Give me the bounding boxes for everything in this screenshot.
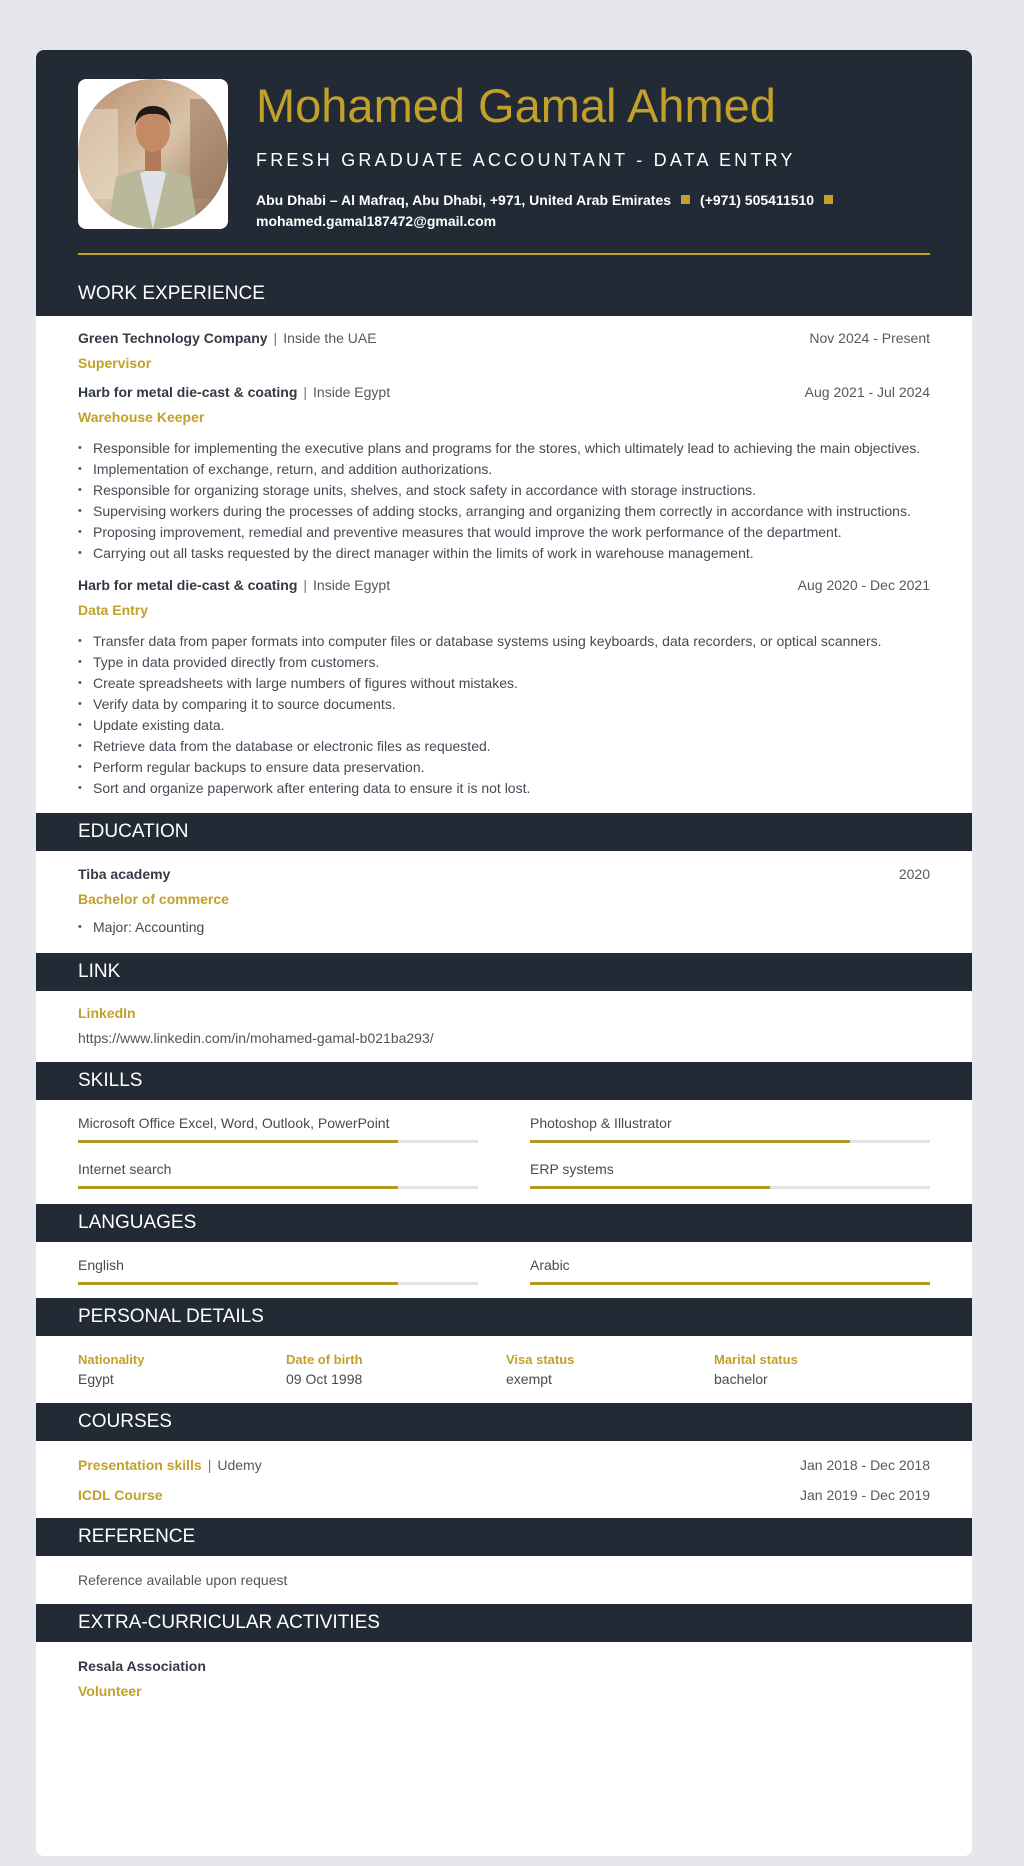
personal-detail-key: Nationality xyxy=(78,1352,145,1367)
course-entry xyxy=(78,1487,930,1503)
skill-item xyxy=(530,1115,930,1143)
personal-detail xyxy=(714,1352,798,1387)
separator-square-icon xyxy=(824,195,833,204)
work-org: Green Technology Company xyxy=(78,330,268,346)
list-item: • Create spreadsheets with large numbers of figures without mistakes. xyxy=(78,673,930,694)
work-date: Aug 2021 - Jul 2024 xyxy=(804,384,930,400)
skill-meter xyxy=(78,1140,478,1143)
address-text: Abu Dhabi – Al Mafraq, Abu Dhabi, +971, United Arab Emirates xyxy=(256,192,672,208)
work-role: Data Entry xyxy=(78,602,149,618)
section-title-skills: SKILLS xyxy=(78,1070,143,1091)
header-divider xyxy=(78,253,930,255)
section-title-languages: LANGUAGES xyxy=(78,1212,197,1233)
profile-photo xyxy=(78,79,228,229)
section-bar-personal xyxy=(36,1298,972,1336)
skill-meter-fill xyxy=(530,1186,770,1189)
profile-photo-image xyxy=(78,79,228,229)
language-label: Arabic xyxy=(530,1257,570,1273)
section-bar-languages xyxy=(36,1204,972,1242)
course-date: Jan 2018 - Dec 2018 xyxy=(800,1457,930,1473)
language-meter-fill xyxy=(78,1282,398,1285)
section-bar-link xyxy=(36,953,972,991)
skill-meter xyxy=(78,1186,478,1189)
list-item: • Proposing improvement, remedial and preventive measures that would improve the work performance of the department. xyxy=(78,522,930,543)
section-bar-courses xyxy=(36,1403,972,1441)
education-section xyxy=(36,851,972,938)
skill-label: ERP systems xyxy=(530,1161,614,1177)
section-bar-extra xyxy=(36,1604,972,1642)
course-provider: Udemy xyxy=(217,1457,262,1473)
skill-meter xyxy=(530,1186,930,1189)
personal-section xyxy=(36,1336,972,1387)
list-item: • Update existing data. xyxy=(78,715,930,736)
personal-detail-key: Marital status xyxy=(714,1352,798,1367)
linkedin-url[interactable]: https://www.linkedin.com/in/mohamed-gamal-b021ba293/ xyxy=(78,1030,434,1046)
skill-meter-fill xyxy=(78,1186,398,1189)
skill-label: Internet search xyxy=(78,1161,172,1177)
work-location: Inside Egypt xyxy=(313,577,391,593)
language-meter xyxy=(530,1282,930,1285)
list-item: • Transfer data from paper formats into computer files or database systems using keyboards, data recorders, or optical scanners. xyxy=(78,631,930,652)
list-item: • Retrieve data from the database or electronic files as requested. xyxy=(78,736,930,757)
reference-text: Reference available upon request xyxy=(78,1572,288,1588)
skill-meter xyxy=(530,1140,930,1143)
course-date: Jan 2019 - Dec 2019 xyxy=(800,1487,930,1503)
course-name: ICDL Course xyxy=(78,1487,163,1503)
section-title-work: WORK EXPERIENCE xyxy=(78,283,265,304)
education-degree: Bachelor of commerce xyxy=(78,891,229,907)
personal-detail xyxy=(286,1352,506,1387)
section-bar-education xyxy=(36,813,972,851)
list-item: • Major: Accounting xyxy=(78,917,930,938)
phone-text: (+971) 505411510 xyxy=(700,192,815,208)
work-entry: Green Technology Company | Inside the UAE Nov 2024 - Present Supervisor xyxy=(78,330,930,371)
education-org: Tiba academy xyxy=(78,866,171,882)
personal-detail xyxy=(506,1352,714,1387)
work-location: Inside Egypt xyxy=(313,384,391,400)
resume-header xyxy=(36,50,972,316)
email-text[interactable]: mohamed.gamal187472@gmail.com xyxy=(256,213,497,229)
personal-detail-value: bachelor xyxy=(714,1371,768,1387)
skill-item xyxy=(78,1115,478,1143)
skill-label: Photoshop & Illustrator xyxy=(530,1115,672,1131)
education-date: 2020 xyxy=(898,866,930,882)
work-bullet-list xyxy=(78,438,930,564)
list-item: • Responsible for implementing the executive plans and programs for the stores, which ultimately lead to achieving the main objectives. xyxy=(78,438,930,459)
section-title-extra: EXTRA-CURRICULAR ACTIVITIES xyxy=(78,1612,380,1633)
work-location: Inside the UAE xyxy=(283,330,377,346)
languages-section xyxy=(36,1242,972,1285)
work-entry: Harb for metal die-cast & coating | Inside Egypt Aug 2020 - Dec 2021 Data Entry • Transfer data from paper formats into computer files or database systems using keyboards, data recorders, or optical scanners. • Type in data provided directly from customers. • Create spreadsheets with large numbers of figures without mistakes. • Verify data by comparing it to source documents. • Update existing data. • Retrieve data from the database or electronic files as requested. • Perform regular backups to ensure data preservation. • Sort and organize paperwork after entering data to ensure it is not lost. xyxy=(78,577,930,799)
work-role: Supervisor xyxy=(78,355,152,371)
work-org: Harb for metal die-cast & coating xyxy=(78,577,298,593)
reference-section xyxy=(36,1556,972,1588)
extra-org: Resala Association xyxy=(78,1658,206,1674)
candidate-headline: FRESH GRADUATE ACCOUNTANT - DATA ENTRY xyxy=(256,150,796,170)
language-item xyxy=(78,1257,478,1285)
work-org: Harb for metal die-cast & coating xyxy=(78,384,298,400)
list-item: • Sort and organize paperwork after entering data to ensure it is not lost. xyxy=(78,778,930,799)
skill-meter-fill xyxy=(530,1140,850,1143)
list-item: • Verify data by comparing it to source documents. xyxy=(78,694,930,715)
section-title-personal: PERSONAL DETAILS xyxy=(78,1306,264,1327)
skills-section xyxy=(36,1100,972,1189)
link-section xyxy=(36,991,972,1049)
work-bullet-list xyxy=(78,631,930,799)
courses-section xyxy=(36,1441,972,1503)
language-meter xyxy=(78,1282,478,1285)
skill-meter-fill xyxy=(78,1140,398,1143)
list-item: • Carrying out all tasks requested by the direct manager within the limits of work in warehouse management. xyxy=(78,543,930,564)
personal-detail-value: Egypt xyxy=(78,1371,114,1387)
section-bar-reference xyxy=(36,1518,972,1556)
skill-item xyxy=(530,1161,930,1189)
work-date: Nov 2024 - Present xyxy=(809,330,930,346)
work-entry: Harb for metal die-cast & coating | Inside Egypt Aug 2021 - Jul 2024 Warehouse Keeper • Responsible for implementing the executive plans and programs for the stores, which ultimately lead to achieving the main objectives. • Implementation of exchange, return, and addition authorizations. • Responsible for organizing storage units, shelves, and stock safety in accordance with storage instructions. • Supervising workers during the processes of adding stocks, arranging and organizing them correctly in accordance with instructions. • Proposing improvement, remedial and preventive measures that would improve the work performance of the department. • Carrying out all tasks requested by the direct manager within the limits of work in warehouse management. xyxy=(78,384,930,564)
personal-detail-key: Date of birth xyxy=(286,1352,363,1367)
course-name: Presentation skills xyxy=(78,1457,202,1473)
contact-info xyxy=(256,190,946,232)
personal-detail-value: exempt xyxy=(506,1371,552,1387)
work-section xyxy=(36,316,972,799)
skill-item xyxy=(78,1161,478,1189)
section-title-courses: COURSES xyxy=(78,1411,172,1432)
list-item: • Implementation of exchange, return, and addition authorizations. xyxy=(78,459,930,480)
resume-page xyxy=(36,50,972,1856)
language-meter-fill xyxy=(530,1282,930,1285)
personal-detail xyxy=(78,1352,286,1387)
personal-detail-key: Visa status xyxy=(506,1352,575,1367)
education-bullet-list xyxy=(78,917,930,938)
section-title-reference: REFERENCE xyxy=(78,1526,196,1547)
separator-square-icon xyxy=(681,195,690,204)
language-label: English xyxy=(78,1257,124,1273)
personal-detail-value: 09 Oct 1998 xyxy=(286,1371,363,1387)
work-date: Aug 2020 - Dec 2021 xyxy=(797,577,930,593)
work-role: Warehouse Keeper xyxy=(78,409,205,425)
course-entry: Presentation skills | Udemy Jan 2018 - Dec 2018 xyxy=(78,1457,930,1473)
section-title-link: LINK xyxy=(78,961,121,982)
list-item: • Type in data provided directly from customers. xyxy=(78,652,930,673)
list-item: • Supervising workers during the processes of adding stocks, arranging and organizing them correctly in accordance with instructions. xyxy=(78,501,930,522)
list-item: • Perform regular backups to ensure data preservation. xyxy=(78,757,930,778)
skill-label: Microsoft Office Excel, Word, Outlook, PowerPoint xyxy=(78,1115,390,1131)
candidate-name: Mohamed Gamal Ahmed xyxy=(256,79,776,132)
list-item: • Responsible for organizing storage units, shelves, and stock safety in accordance with storage instructions. xyxy=(78,480,930,501)
language-item xyxy=(530,1257,930,1285)
extra-role: Volunteer xyxy=(78,1683,142,1699)
section-bar-skills xyxy=(36,1062,972,1100)
section-title-education: EDUCATION xyxy=(78,821,189,842)
linkedin-label: LinkedIn xyxy=(78,1005,136,1021)
extra-section xyxy=(36,1642,972,1699)
